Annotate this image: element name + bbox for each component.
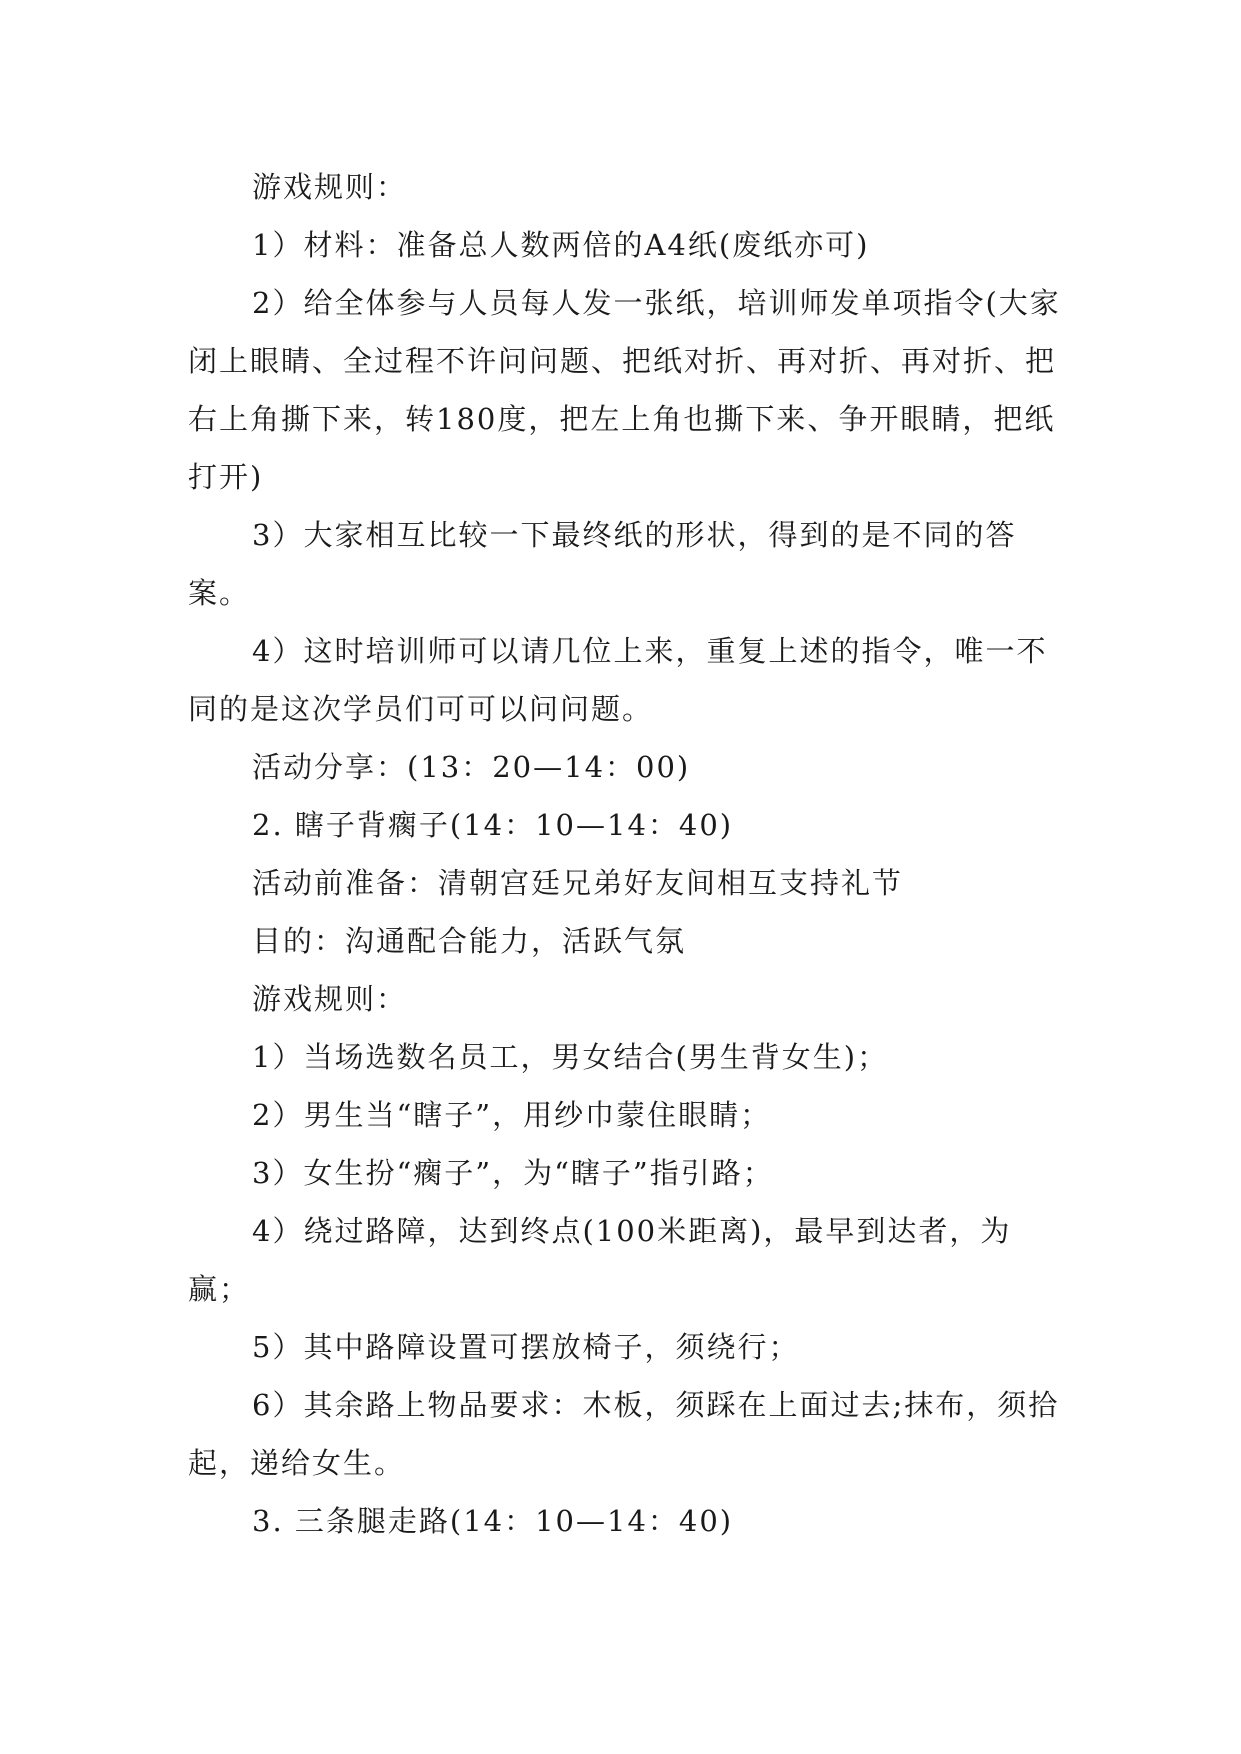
paragraph: 活动前准备：清朝宫廷兄弟好友间相互支持礼节 bbox=[252, 866, 904, 900]
paragraph: 目的：沟通配合能力，活跃气氛 bbox=[252, 924, 687, 958]
paragraph: 5）其中路障设置可摆放椅子，须绕行； bbox=[252, 1330, 800, 1364]
paragraph: 活动分享：(13：20—14：00) bbox=[252, 750, 691, 784]
paragraph: 游戏规则： bbox=[252, 170, 408, 204]
paragraph: 2. 瞎子背瘸子(14：10—14：40) bbox=[252, 808, 734, 842]
paragraph: 2）给全体参与人员每人发一张纸，培训师发单项指令(大家闭上眼睛、全过程不许问问题、把纸对折、再对折、再对折、把右上角撕下来，转180度，把左上角也撕下来、争开眼睛，把纸打开) bbox=[188, 286, 1061, 494]
document-body bbox=[188, 158, 1068, 1550]
paragraph: 6）其余路上物品要求：木板，须踩在上面过去;抹布，须拾起，递给女生。 bbox=[188, 1388, 1060, 1480]
paragraph: 3. 三条腿走路(14：10—14：40) bbox=[252, 1504, 734, 1538]
paragraph: 2）男生当“瞎子”，用纱巾蒙住眼睛； bbox=[252, 1098, 772, 1132]
paragraph: 1）材料：准备总人数两倍的A4纸(废纸亦可) bbox=[252, 228, 870, 262]
paragraph: 3）大家相互比较一下最终纸的形状，得到的是不同的答案。 bbox=[188, 518, 1017, 610]
paragraph: 4）这时培训师可以请几位上来，重复上述的指令，唯一不同的是这次学员们可可以问问题。 bbox=[188, 634, 1048, 726]
paragraph: 游戏规则： bbox=[252, 982, 408, 1016]
paragraph: 1）当场选数名员工，男女结合(男生背女生)； bbox=[252, 1040, 889, 1074]
paragraph: 3）女生扮“瘸子”，为“瞎子”指引路； bbox=[252, 1156, 774, 1190]
paragraph: 4）绕过路障，达到终点(100米距离)，最早到达者，为赢； bbox=[188, 1214, 1012, 1306]
